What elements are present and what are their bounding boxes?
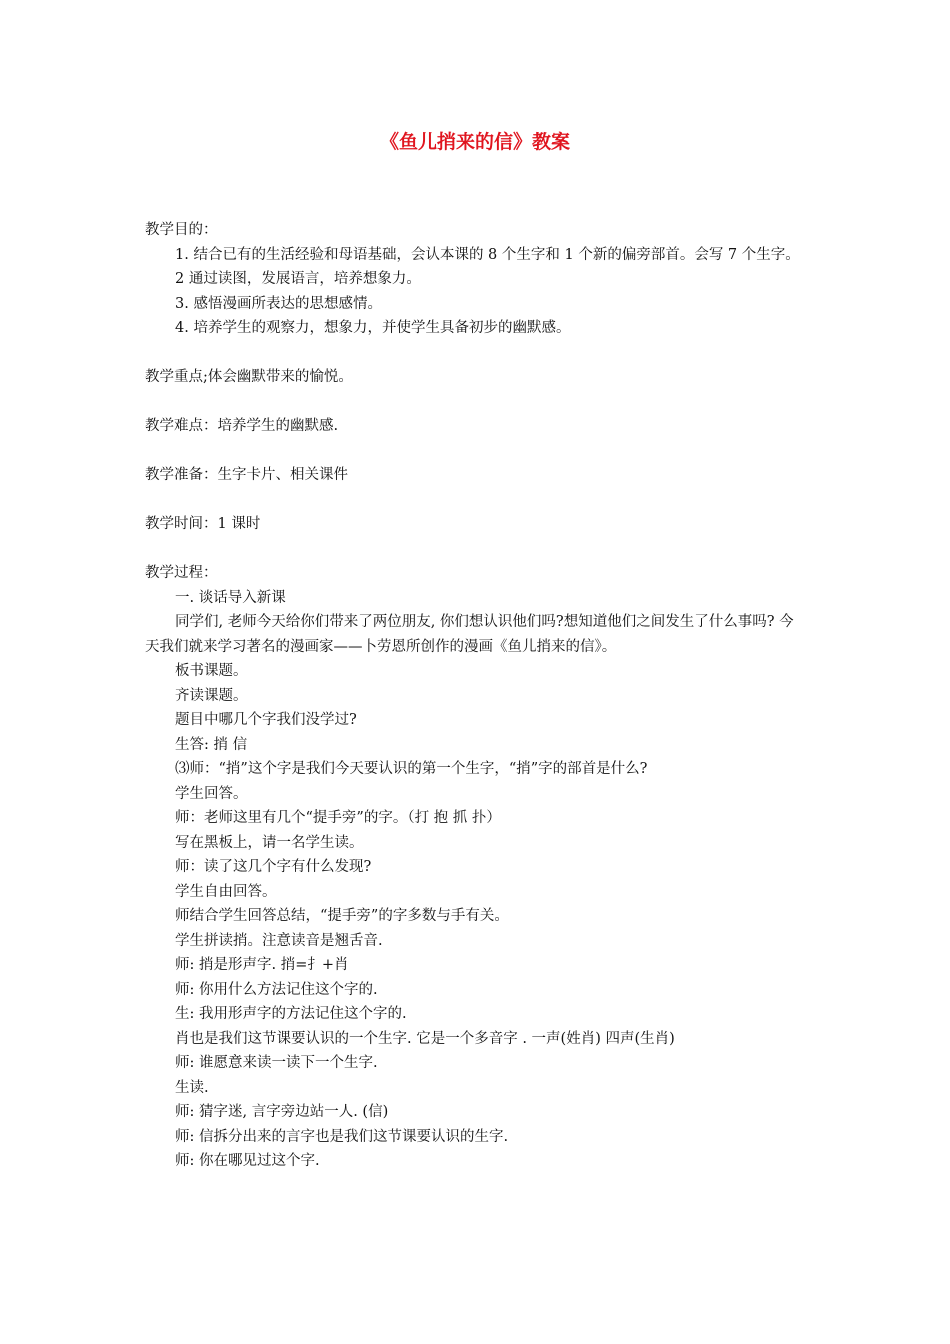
process-line: 师: 信拆分出来的言字也是我们这节课要认识的生字. — [175, 1128, 509, 1145]
preparation: 教学准备：生字卡片、相关课件 — [145, 467, 348, 483]
process-line: 师: 猜字迷, 言字旁边站一人. (信) — [175, 1104, 389, 1120]
objective-item-2: 2 通过读图，发展语言，培养想象力。 — [175, 271, 421, 287]
process-line: 学生拼读捎。注意读音是翘舌音. — [175, 932, 383, 949]
process-line: 学生自由回答。 — [175, 883, 277, 900]
process-line: 师: 捎是形声字. 捎=扌+肖 — [175, 957, 349, 973]
lesson-time: 教学时间：1 课时 — [145, 516, 261, 532]
process-heading: 教学过程： — [145, 565, 218, 581]
spacer — [145, 537, 807, 562]
document-title: 《鱼儿捎来的信》教案 — [379, 131, 570, 153]
process-line: 师: 谁愿意来读一读下一个生字. — [175, 1055, 378, 1071]
process-line: 学生回答。 — [175, 785, 248, 802]
process-line: 生答: 捎 信 — [175, 736, 248, 753]
spacer — [145, 439, 807, 464]
objective-item-1: 1. 结合已有的生活经验和母语基础，会认本课的 8 个生字和 1 个新的偏旁部首。会写 7 个生字。 — [175, 246, 800, 263]
spacer — [145, 390, 807, 415]
process-line: 生读. — [175, 1079, 209, 1096]
process-line: 生: 我用形声字的方法记住这个字的. — [175, 1006, 407, 1022]
process-line: 齐读课题。 — [175, 687, 248, 704]
process-line: 师：老师这里有几个“提手旁”的字。（打 抱 抓 扑） — [175, 810, 501, 826]
process-line: 板书课题。 — [175, 663, 248, 679]
spacer — [145, 341, 807, 366]
process-line: 题目中哪几个字我们没学过? — [175, 712, 357, 728]
process-line: 肖也是我们这节课要认识的一个生字. 它是一个多音字 . 一声(姓肖) 四声(生肖) — [175, 1030, 675, 1047]
process-section-1: 一. 谈话导入新课 — [175, 589, 286, 606]
key-point: 教学重点;体会幽默带来的愉悦。 — [145, 369, 353, 385]
objective-item-4: 4. 培养学生的观察力，想象力，并使学生具备初步的幽默感。 — [175, 320, 571, 336]
objectives-heading: 教学目的： — [145, 222, 218, 238]
difficulty: 教学难点：培养学生的幽默感. — [145, 418, 339, 434]
process-line: 师结合学生回答总结，“提手旁”的字多数与手有关。 — [175, 908, 509, 924]
process-intro: 同学们, 老师今天给你们带来了两位朋友, 你们想认识他们吗?想知道他们之间发生了什么事吗? 今天我们就来学习著名的漫画家——卜劳恩所创作的漫画《鱼儿捎来的信》。 — [145, 614, 794, 655]
document-body — [145, 218, 807, 1174]
objective-item-3: 3. 感悟漫画所表达的思想感情。 — [175, 295, 382, 312]
process-line: ⑶师：“捎”这个字是我们今天要认识的第一个生字，“捎”字的部首是什么? — [175, 761, 648, 777]
process-line: 师: 你用什么方法记住这个字的. — [175, 981, 378, 998]
process-line: 师: 你在哪见过这个字. — [175, 1153, 320, 1169]
process-line: 师：读了这几个字有什么发现? — [175, 859, 372, 875]
process-line: 写在黑板上，请一名学生读。 — [175, 834, 364, 851]
spacer — [145, 488, 807, 513]
